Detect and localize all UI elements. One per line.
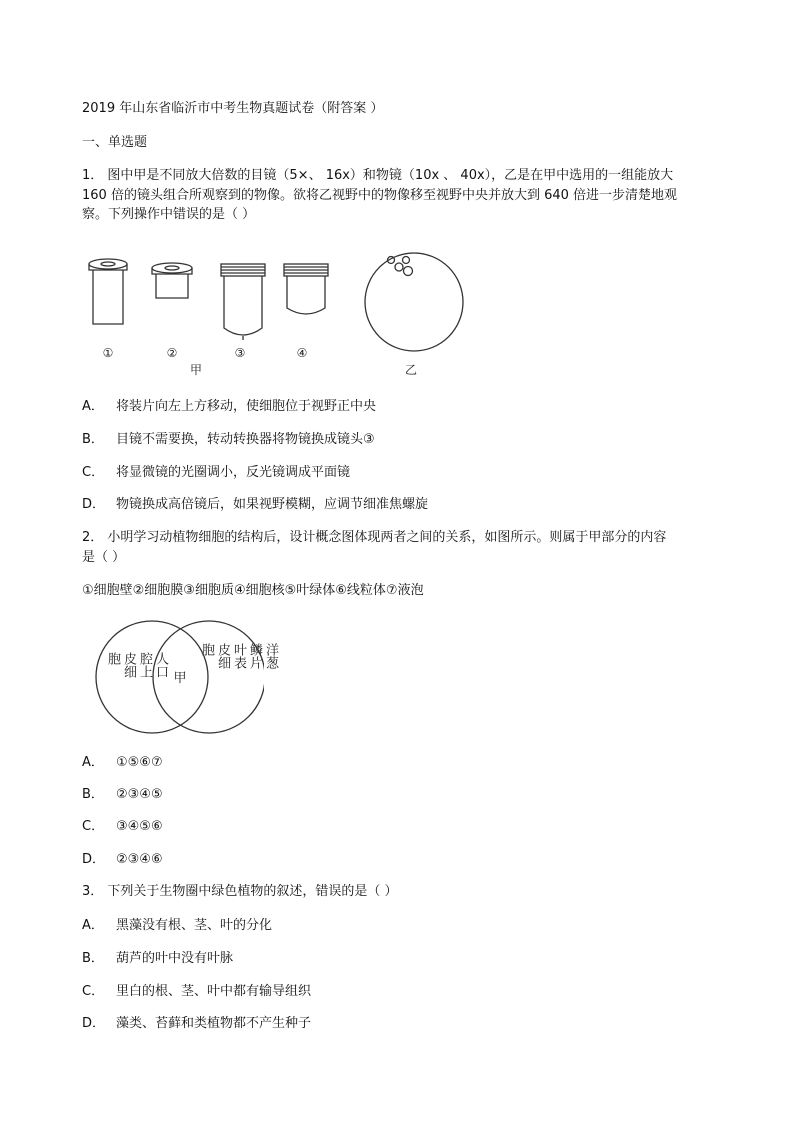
venn-left-col: 腔上 xyxy=(137,652,152,678)
option-text: 藻类、苔藓和类植物都不产生种子 xyxy=(116,1016,312,1031)
eyepiece-lens-2 xyxy=(152,263,192,298)
option-label: D． xyxy=(82,497,106,512)
venn-right-col: 叶表 xyxy=(231,643,246,669)
venn-left-col: 人口 xyxy=(153,652,168,678)
venn-right-col: 胞 xyxy=(199,643,214,656)
lens-4-label: ④ xyxy=(296,346,308,360)
option-label: C． xyxy=(82,465,105,480)
q1-option-c xyxy=(82,464,350,482)
option-label: B． xyxy=(82,432,104,447)
q2-stem-line2: 是（ ） xyxy=(82,550,126,565)
q3-option-a xyxy=(82,917,272,935)
field-of-view xyxy=(365,253,463,351)
lens-3-label: ③ xyxy=(234,346,246,360)
q2-venn-diagram xyxy=(94,618,264,738)
option-text: 目镜不需要换，转动转换器将物镜换成镜头③ xyxy=(116,432,375,447)
page-title: 2019 年山东省临沂市中考生物真题试卷（附答案 ） xyxy=(82,101,384,116)
option-label: D． xyxy=(82,1016,106,1031)
venn-left-label xyxy=(104,652,168,678)
venn-left-col: 胞 xyxy=(105,652,120,665)
option-text: ①⑤⑥⑦ xyxy=(116,755,163,770)
q2-option-b xyxy=(82,786,163,804)
q3-stem-line1: 3． 下列关于生物圈中绿色植物的叙述，错误的是（ ） xyxy=(82,884,398,899)
q2-stem-line1: 2． 小明学习动植物细胞的结构后，设计概念图体现两者之间的关系，如图所示。则属于甲部分的内容 xyxy=(82,530,667,545)
q1-option-d xyxy=(82,496,428,514)
option-text: ②③④⑥ xyxy=(116,852,163,867)
q1-stem-line1: 1． 图中甲是不同放大倍数的目镜（5×、 16x）和物镜（10x 、 40x），乙是在甲中选用的一组能放大 xyxy=(82,168,674,183)
option-label: A． xyxy=(82,755,104,770)
option-label: A． xyxy=(82,399,104,414)
option-text: 物镜换成高倍镜后，如果视野模糊，应调节细准焦螺旋 xyxy=(116,497,429,512)
option-text: 里白的根、茎、叶中都有输导组织 xyxy=(116,984,312,999)
venn-right-col: 洋葱 xyxy=(263,643,278,669)
q2-option-c xyxy=(82,818,163,836)
venn-right-col: 皮细 xyxy=(215,643,230,669)
option-label: B． xyxy=(82,787,104,802)
q2-option-a xyxy=(82,754,163,772)
option-label: A． xyxy=(82,918,104,933)
option-label: C． xyxy=(82,984,105,999)
q1-microscope-figure xyxy=(80,238,470,380)
venn-center-label: 甲 xyxy=(173,671,187,686)
q1-stem-line2: 160 倍的镜头组合所观察到的物像。欲将乙视野中的物像移至视野中央并放大到 640 倍进一步清楚地观 xyxy=(82,188,678,203)
q3-option-c xyxy=(82,983,311,1001)
option-text: ③④⑤⑥ xyxy=(116,819,163,834)
option-text: 葫芦的叶中没有叶脉 xyxy=(116,951,234,966)
q1-option-b xyxy=(82,431,375,449)
figure-jia-label: 甲 xyxy=(189,363,203,377)
eyepiece-lens-1 xyxy=(89,259,127,324)
objective-lens-3 xyxy=(221,264,265,340)
q2-structures-list: ①细胞壁②细胞膜③细胞质④细胞核⑤叶绿体⑥线粒体⑦液泡 xyxy=(82,583,424,598)
venn-right-label xyxy=(198,643,278,669)
option-label: D． xyxy=(82,852,106,867)
lens-2-label: ② xyxy=(166,346,178,360)
option-text: 黑藻没有根、茎、叶的分化 xyxy=(116,918,273,933)
section-heading: 一、单选题 xyxy=(82,135,148,150)
option-text: 将显微镜的光圈调小，反光镜调成平面镜 xyxy=(116,465,351,480)
option-text: 将装片向左上方移动，使细胞位于视野正中央 xyxy=(116,399,377,414)
lens-1-label: ① xyxy=(102,346,114,360)
option-label: B． xyxy=(82,951,104,966)
option-text: ②③④⑤ xyxy=(116,787,163,802)
figure-yi-label: 乙 xyxy=(404,363,418,377)
objective-lens-4 xyxy=(284,264,328,314)
q2-option-d xyxy=(82,851,163,869)
q1-option-a xyxy=(82,398,376,416)
q3-option-d xyxy=(82,1015,311,1033)
q3-option-b xyxy=(82,950,233,968)
q1-stem-line3: 察。下列操作中错误的是（ ） xyxy=(82,207,256,222)
venn-right-col: 鳞片 xyxy=(247,643,262,669)
option-label: C． xyxy=(82,819,105,834)
venn-left-col: 皮细 xyxy=(121,652,136,678)
